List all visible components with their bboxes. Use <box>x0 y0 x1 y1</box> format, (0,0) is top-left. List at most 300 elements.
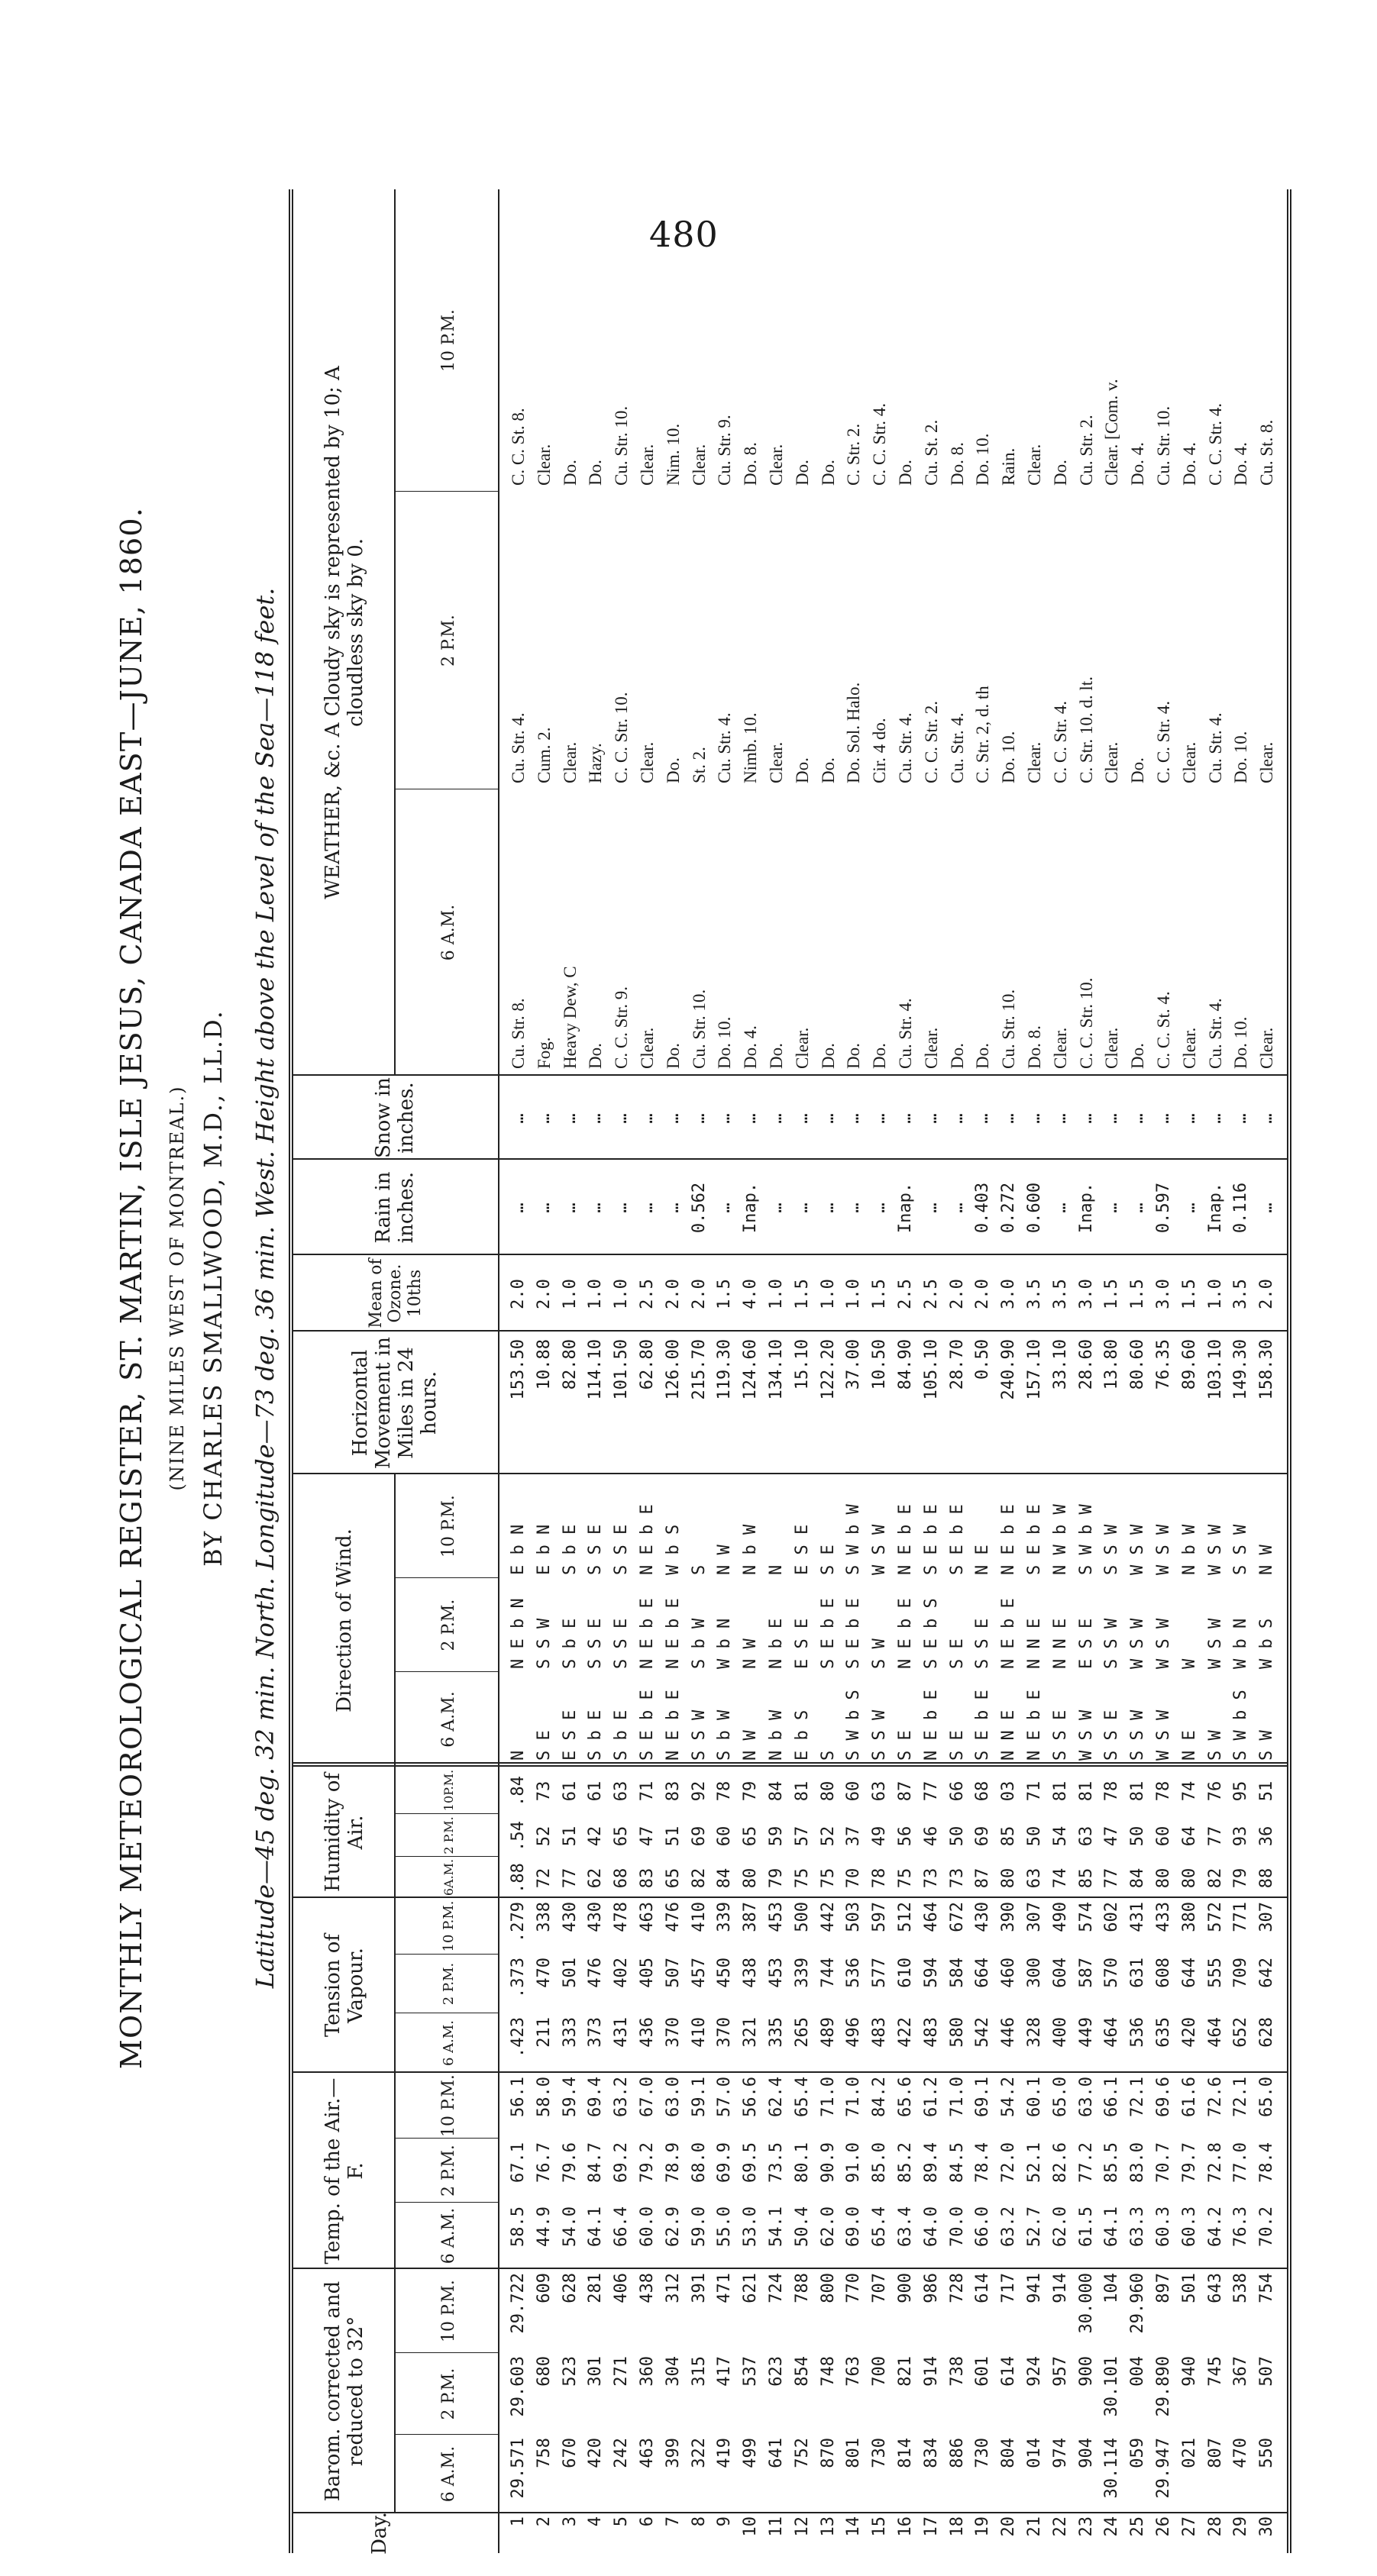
humidity-6am: 79 <box>767 1867 786 1889</box>
weather-10pm: C. C. Str. 4. <box>1205 402 1225 486</box>
temp-2pm: 79.7 <box>1179 2142 1199 2183</box>
humidity-10pm: 66 <box>947 1780 967 1802</box>
temp-6am: 62.0 <box>1050 2206 1070 2247</box>
wind-header: Direction of Wind. <box>333 1528 357 1712</box>
temp-6am: 70.2 <box>1257 2206 1277 2247</box>
tension-2pm: 470 <box>534 1958 554 1988</box>
barom-10pm: 29.960 <box>1128 2273 1148 2334</box>
day-cell: 21 <box>1025 2516 1044 2537</box>
weather-2pm: Cu. Str. 4. <box>1205 712 1225 783</box>
humidity-6am: 77 <box>1102 1867 1122 1889</box>
temp-10pm: 71.0 <box>947 2077 967 2117</box>
humidity-6am: 80 <box>741 1867 761 1889</box>
barom-6am: 807 <box>1205 2438 1225 2468</box>
weather-2pm-header: 2 P.M. <box>438 615 458 667</box>
temp-2pm: 84.7 <box>586 2142 606 2183</box>
rain: … <box>534 1202 554 1213</box>
barom-10pm: 538 <box>1231 2273 1251 2303</box>
weather-6am: Clear. <box>792 1027 812 1069</box>
rain: … <box>767 1202 786 1213</box>
barom-6am: 499 <box>741 2438 761 2468</box>
day-cell: 7 <box>663 2516 683 2527</box>
humidity-2pm: 50 <box>947 1825 967 1847</box>
weather-6am: Cu. Str. 8. <box>509 998 528 1069</box>
weather-10pm: Clear. <box>534 444 554 486</box>
barom-10pm: 281 <box>586 2273 606 2303</box>
weather-6am: Do. <box>586 1043 606 1069</box>
humidity-6am: 75 <box>896 1867 915 1889</box>
humidity-2pm: 64 <box>1179 1825 1199 1847</box>
temp-6am: 65.4 <box>870 2206 890 2247</box>
barom-2pm: 940 <box>1179 2356 1199 2387</box>
tension-10pm: 672 <box>947 1902 967 1932</box>
humidity-10pm: 95 <box>1231 1780 1251 1802</box>
temp-6am: 66.0 <box>973 2206 993 2247</box>
temp-10pm-header: 10 P.M. <box>438 2074 458 2137</box>
day-cell: 30 <box>1257 2516 1277 2537</box>
barom-6am: 322 <box>689 2438 709 2468</box>
humidity-6am: .88 <box>509 1863 528 1893</box>
ozone: 2.0 <box>973 1279 993 1309</box>
barom-10pm: 728 <box>947 2273 967 2303</box>
snow: … <box>1179 1113 1199 1124</box>
tension-2pm: 608 <box>1154 1958 1173 1988</box>
wind-6am: S W b S <box>1231 1690 1251 1761</box>
table-row <box>506 189 532 2553</box>
snow: … <box>947 1113 967 1124</box>
barom-10pm: 501 <box>1179 2273 1199 2303</box>
register-author: BY CHARLES SMALLWOOD, M.D., LL.D. <box>199 1009 228 1567</box>
humidity-10pm-header: 10P.M. <box>441 1769 456 1812</box>
ozone: 3.0 <box>1076 1279 1096 1309</box>
humidity-10pm: 71 <box>638 1780 657 1802</box>
snow: … <box>792 1113 812 1124</box>
temp-2pm: 77.0 <box>1231 2142 1251 2183</box>
weather-6am: Do. <box>844 1043 864 1069</box>
weather-10pm: Do. 4. <box>1179 442 1199 486</box>
snow: … <box>741 1113 761 1124</box>
barom-2pm: 614 <box>999 2356 1019 2387</box>
movement: 82.80 <box>560 1339 580 1390</box>
barom-2pm: 271 <box>612 2356 632 2387</box>
wind-10pm: N E b E <box>999 1504 1019 1575</box>
temp-2pm: 70.7 <box>1154 2142 1173 2183</box>
tension-10pm: 500 <box>792 1902 812 1932</box>
table-row <box>1254 189 1280 2553</box>
barom-6am: 886 <box>947 2438 967 2468</box>
humidity-2pm: 47 <box>638 1825 657 1847</box>
snow: … <box>509 1113 528 1124</box>
day-cell: 6 <box>638 2516 657 2527</box>
rain: … <box>612 1202 632 1213</box>
humidity-2pm: 69 <box>973 1825 993 1847</box>
snow: … <box>973 1113 993 1124</box>
register-title: MONTHLY METEOROLOGICAL REGISTER, ST. MARTIN, ISLE JESUS, CANADA EAST—JUNE, 1860. <box>115 506 148 2070</box>
tension-10pm: 512 <box>896 1902 915 1932</box>
rain: 0.562 <box>689 1182 709 1234</box>
temp-10pm: 84.2 <box>870 2077 890 2117</box>
rain: 0.600 <box>1025 1182 1044 1234</box>
snow-header: Snow in inches. <box>372 1077 418 1158</box>
barom-2pm-header: 2 P.M. <box>438 2368 458 2420</box>
wind-10pm: S W b W <box>1076 1504 1096 1575</box>
tension-10pm: .279 <box>509 1902 528 1942</box>
wind-2pm: E S E <box>1076 1618 1096 1669</box>
temp-2pm: 85.5 <box>1102 2142 1122 2183</box>
barom-10pm: 800 <box>818 2273 838 2303</box>
wind-6am: S S E <box>1102 1709 1122 1761</box>
humidity-6am: 79 <box>1231 1867 1251 1889</box>
wind-10pm: S <box>689 1564 709 1575</box>
humidity-6am: 65 <box>663 1867 683 1889</box>
weather-6am: Clear. <box>638 1027 657 1069</box>
weather-6am: Cu. Str. 4. <box>1205 998 1225 1069</box>
barom-2pm: 821 <box>896 2356 915 2387</box>
tension-10pm: 410 <box>689 1902 709 1932</box>
barom-6am: 29.571 <box>509 2438 528 2499</box>
barom-6am: 670 <box>560 2438 580 2468</box>
snow: … <box>1231 1113 1251 1124</box>
barom-10pm: 29.722 <box>509 2273 528 2334</box>
barom-2pm: 304 <box>663 2356 683 2387</box>
tension-10pm: 453 <box>767 1902 786 1932</box>
day-cell: 12 <box>792 2516 812 2537</box>
ozone: 2.0 <box>663 1279 683 1309</box>
ozone: 2.0 <box>947 1279 967 1309</box>
humidity-6am: 74 <box>1050 1867 1070 1889</box>
table-row <box>841 189 867 2553</box>
temp-10pm: 66.1 <box>1102 2077 1122 2117</box>
weather-10pm: Nim. 10. <box>663 423 683 486</box>
temp-6am: 63.4 <box>896 2206 915 2247</box>
weather-2pm: C. Str. 2, d. th <box>973 686 993 783</box>
tension-6am: 410 <box>689 2017 709 2048</box>
wind-6am: S E b E <box>973 1690 993 1761</box>
humidity-6am: 63 <box>1025 1867 1044 1889</box>
temp-10pm: 69.4 <box>586 2077 606 2117</box>
tension-10pm: 478 <box>612 1902 632 1932</box>
humidity-2pm: 51 <box>560 1825 580 1847</box>
weather-2pm: Do. <box>792 757 812 783</box>
weather-10pm: Clear. <box>689 444 709 486</box>
wind-10pm: N b W <box>741 1524 761 1575</box>
barom-10pm: 609 <box>534 2273 554 2303</box>
barom-6am: 730 <box>870 2438 890 2468</box>
temp-2pm: 78.9 <box>663 2142 683 2183</box>
humidity-10pm: 63 <box>612 1780 632 1802</box>
snow: … <box>1102 1113 1122 1124</box>
table-row <box>945 189 971 2553</box>
snow: … <box>767 1113 786 1124</box>
humidity-2pm: 36 <box>1257 1825 1277 1847</box>
barom-2pm: 900 <box>1076 2356 1096 2387</box>
barom-header: Barom. corrected and reduced to 32° <box>322 2281 367 2502</box>
ozone: 4.0 <box>741 1279 761 1309</box>
movement: 10.88 <box>534 1339 554 1390</box>
day-cell: 20 <box>999 2516 1019 2537</box>
day-cell: 25 <box>1128 2516 1148 2537</box>
barom-6am: 804 <box>999 2438 1019 2468</box>
rain: … <box>1179 1202 1199 1213</box>
humidity-2pm: 52 <box>534 1825 554 1847</box>
rain: … <box>870 1202 890 1213</box>
movement: 0.50 <box>973 1339 993 1380</box>
movement: 124.60 <box>741 1339 761 1400</box>
ozone: 3.5 <box>1231 1279 1251 1309</box>
wind-2pm: W S W <box>1128 1618 1148 1669</box>
day-cell: 11 <box>767 2516 786 2537</box>
humidity-6am: 88 <box>1257 1867 1277 1889</box>
temp-6am: 52.7 <box>1025 2206 1044 2247</box>
table-row <box>635 189 661 2553</box>
day-cell: 10 <box>741 2516 761 2537</box>
wind-2pm: S E b S <box>921 1598 941 1669</box>
ozone: 2.0 <box>1257 1279 1277 1309</box>
movement: 33.10 <box>1050 1339 1070 1390</box>
barom-2pm: 745 <box>1205 2356 1225 2387</box>
rain: … <box>792 1202 812 1213</box>
wind-6am: S W <box>1205 1730 1225 1761</box>
temp-2pm: 77.2 <box>1076 2142 1096 2183</box>
humidity-10pm: 81 <box>792 1780 812 1802</box>
wind-10pm: W S W <box>870 1524 890 1575</box>
temp-10pm: 71.0 <box>844 2077 864 2117</box>
barom-10pm: 754 <box>1257 2273 1277 2303</box>
tension-6am: 335 <box>767 2017 786 2048</box>
temp-6am: 64.1 <box>1102 2206 1122 2247</box>
movement: 122.20 <box>818 1339 838 1400</box>
tension-6am: 370 <box>663 2017 683 2048</box>
wind-2pm: W <box>1179 1658 1199 1669</box>
barom-10pm: 707 <box>870 2273 890 2303</box>
barom-2pm: 680 <box>534 2356 554 2387</box>
tension-2pm-header: 2 P.M. <box>440 1962 457 2006</box>
wind-6am-header: 6 A.M. <box>438 1691 458 1748</box>
movement: 153.50 <box>509 1339 528 1400</box>
barom-6am: 30.114 <box>1102 2438 1122 2499</box>
tension-2pm: 584 <box>947 1958 967 1988</box>
tension-10pm: 433 <box>1154 1902 1173 1932</box>
temp-6am-header: 6 A.M. <box>438 2207 458 2264</box>
barom-2pm: 507 <box>1257 2356 1277 2387</box>
table-row <box>609 189 635 2553</box>
weather-6am: Do. <box>870 1043 890 1069</box>
day-cell: 1 <box>509 2516 528 2527</box>
day-cell: 24 <box>1102 2516 1122 2537</box>
weather-6am: Do. <box>767 1043 786 1069</box>
wind-6am: N E b E <box>921 1690 941 1761</box>
tension-6am: 464 <box>1102 2017 1122 2048</box>
barom-6am: 752 <box>792 2438 812 2468</box>
temp-10pm: 67.0 <box>638 2077 657 2117</box>
tension-10pm: 597 <box>870 1902 890 1932</box>
humidity-2pm: 47 <box>1102 1825 1122 1847</box>
ozone-header: Mean of Ozone. 10ths <box>367 1258 425 1328</box>
barom-10pm: 391 <box>689 2273 709 2303</box>
barom-2pm: 748 <box>818 2356 838 2387</box>
weather-2pm: Nimb. 10. <box>741 712 761 783</box>
barom-10pm: 717 <box>999 2273 1019 2303</box>
register-subtitle: (NINE MILES WEST OF MONTREAL.) <box>166 1085 188 1491</box>
temp-2pm: 78.4 <box>973 2142 993 2183</box>
barom-10pm: 724 <box>767 2273 786 2303</box>
tension-10pm: 390 <box>999 1902 1019 1932</box>
table-row <box>1048 189 1074 2553</box>
barom-2pm: 601 <box>973 2356 993 2387</box>
movement: 126.00 <box>663 1339 683 1400</box>
humidity-2pm: 65 <box>612 1825 632 1847</box>
snow: … <box>818 1113 838 1124</box>
humidity-10pm: 78 <box>1102 1780 1122 1802</box>
barom-6am: 974 <box>1050 2438 1070 2468</box>
weather-6am: Do. 10. <box>715 1016 735 1069</box>
ozone: 1.0 <box>844 1279 864 1309</box>
humidity-6am: 82 <box>1205 1867 1225 1889</box>
wind-6am: S b W <box>715 1709 735 1761</box>
barom-6am: 399 <box>663 2438 683 2468</box>
wind-6am: S W <box>1257 1730 1277 1761</box>
tension-2pm: 507 <box>663 1958 683 1988</box>
barom-2pm: 315 <box>689 2356 709 2387</box>
weather-2pm: Hazy. <box>586 743 606 783</box>
temp-2pm: 89.4 <box>921 2142 941 2183</box>
wind-6am: E b S <box>792 1709 812 1761</box>
weather-6am-header: 6 A.M. <box>438 904 458 961</box>
tension-6am: 464 <box>1205 2017 1225 2048</box>
humidity-10pm: 61 <box>586 1780 606 1802</box>
snow: … <box>1257 1113 1277 1124</box>
wind-6am: S S W <box>1128 1709 1148 1761</box>
wind-10pm: W b S <box>663 1524 683 1575</box>
tension-6am: 420 <box>1179 2017 1199 2048</box>
humidity-6am: 75 <box>818 1867 838 1889</box>
wind-10pm: W S W <box>1205 1524 1225 1575</box>
wind-2pm: N b E <box>767 1618 786 1669</box>
tension-10pm: 464 <box>921 1902 941 1932</box>
barom-2pm: 367 <box>1231 2356 1251 2387</box>
temp-6am: 64.0 <box>921 2206 941 2247</box>
wind-6am: S W b S <box>844 1690 864 1761</box>
weather-2pm: Clear. <box>638 741 657 783</box>
weather-10pm-header: 10 P.M. <box>438 309 458 372</box>
wind-10pm: N <box>767 1564 786 1575</box>
wind-2pm: N E b N <box>509 1598 528 1669</box>
snow: … <box>534 1113 554 1124</box>
barom-2pm: 763 <box>844 2356 864 2387</box>
movement: 157.10 <box>1025 1339 1044 1400</box>
humidity-6am: 70 <box>844 1867 864 1889</box>
humidity-10pm: 77 <box>921 1780 941 1802</box>
weather-6am: Cu. Str. 4. <box>896 998 915 1069</box>
barom-10pm: 628 <box>560 2273 580 2303</box>
temp-6am: 60.3 <box>1179 2206 1199 2247</box>
day-cell: 14 <box>844 2516 864 2537</box>
humidity-2pm: 50 <box>1025 1825 1044 1847</box>
tension-6am: 536 <box>1128 2017 1148 2048</box>
movement: 149.30 <box>1231 1339 1251 1400</box>
weather-2pm: Clear. <box>1102 741 1122 783</box>
temp-2pm: 69.9 <box>715 2142 735 2183</box>
movement: 37.00 <box>844 1339 864 1390</box>
day-cell: 16 <box>896 2516 915 2537</box>
temp-6am: 64.2 <box>1205 2206 1225 2247</box>
temp-2pm: 85.0 <box>870 2142 890 2183</box>
temp-10pm: 69.1 <box>973 2077 993 2117</box>
weather-10pm: Cu. Str. 10. <box>612 405 632 486</box>
temp-6am: 50.4 <box>792 2206 812 2247</box>
snow: … <box>896 1113 915 1124</box>
barom-2pm: 30.101 <box>1102 2356 1122 2417</box>
temp-6am: 59.0 <box>689 2206 709 2247</box>
weather-10pm: Clear. <box>638 444 657 486</box>
barom-10pm: 438 <box>638 2273 657 2303</box>
wind-6am: S <box>818 1750 838 1761</box>
wind-2pm: S S W <box>534 1618 554 1669</box>
humidity-2pm-header: 2 P.M. <box>441 1816 456 1855</box>
tension-6am: 483 <box>921 2017 941 2048</box>
humidity-6am: 73 <box>921 1867 941 1889</box>
humidity-6am: 87 <box>973 1867 993 1889</box>
ozone: 1.0 <box>612 1279 632 1309</box>
movement: 119.30 <box>715 1339 735 1400</box>
barom-10pm-header: 10 P.M. <box>438 2280 458 2342</box>
temp-6am: 61.5 <box>1076 2206 1096 2247</box>
table-row <box>1022 189 1048 2553</box>
table-row <box>583 189 609 2553</box>
weather-10pm: Do. <box>792 460 812 486</box>
humidity-10pm: 92 <box>689 1780 709 1802</box>
table-row <box>1203 189 1229 2553</box>
barom-6am: 059 <box>1128 2438 1148 2468</box>
weather-6am: Do. <box>1128 1043 1148 1069</box>
tension-6am: 370 <box>715 2017 735 2048</box>
tension-6am-header: 6 A.M. <box>440 2019 457 2067</box>
barom-2pm: 29.890 <box>1154 2356 1173 2417</box>
weather-6am: Clear. <box>1102 1027 1122 1069</box>
weather-10pm: C. Str. 2. <box>844 423 864 486</box>
wind-2pm: N N E <box>1050 1618 1070 1669</box>
ozone: 2.5 <box>638 1279 657 1309</box>
barom-2pm: 523 <box>560 2356 580 2387</box>
wind-2pm: W S W <box>1154 1618 1173 1669</box>
weather-2pm: Clear. <box>767 741 786 783</box>
barom-2pm: 738 <box>947 2356 967 2387</box>
temp-10pm: 62.4 <box>767 2077 786 2117</box>
weather-header: WEATHER, &c. A Cloudy sky is represented by 10; A cloudless sky by 0. <box>322 366 367 899</box>
temp-2pm: 52.1 <box>1025 2142 1044 2183</box>
wind-2pm: W b S <box>1257 1618 1277 1669</box>
weather-6am: C. C. St. 4. <box>1154 991 1173 1069</box>
table-row <box>1074 189 1100 2553</box>
tension-6am: 422 <box>896 2017 915 2048</box>
wind-6am: N <box>509 1750 528 1761</box>
weather-6am: Clear. <box>1050 1027 1070 1069</box>
barom-6am: 419 <box>715 2438 735 2468</box>
humidity-2pm: 56 <box>896 1825 915 1847</box>
temp-2pm: 91.0 <box>844 2142 864 2183</box>
movement: 13.80 <box>1102 1339 1122 1390</box>
tension-6am: 373 <box>586 2017 606 2048</box>
wind-10pm: N W <box>715 1545 735 1575</box>
temp-10pm: 63.0 <box>1076 2077 1096 2117</box>
rain: 0.403 <box>973 1182 993 1234</box>
barom-10pm: 30.000 <box>1076 2273 1096 2334</box>
temp-6am: 60.0 <box>638 2206 657 2247</box>
temp-10pm: 61.6 <box>1179 2077 1199 2117</box>
rain: … <box>715 1202 735 1213</box>
wind-2pm: E S E <box>792 1618 812 1669</box>
tension-2pm: 709 <box>1231 1958 1251 1988</box>
